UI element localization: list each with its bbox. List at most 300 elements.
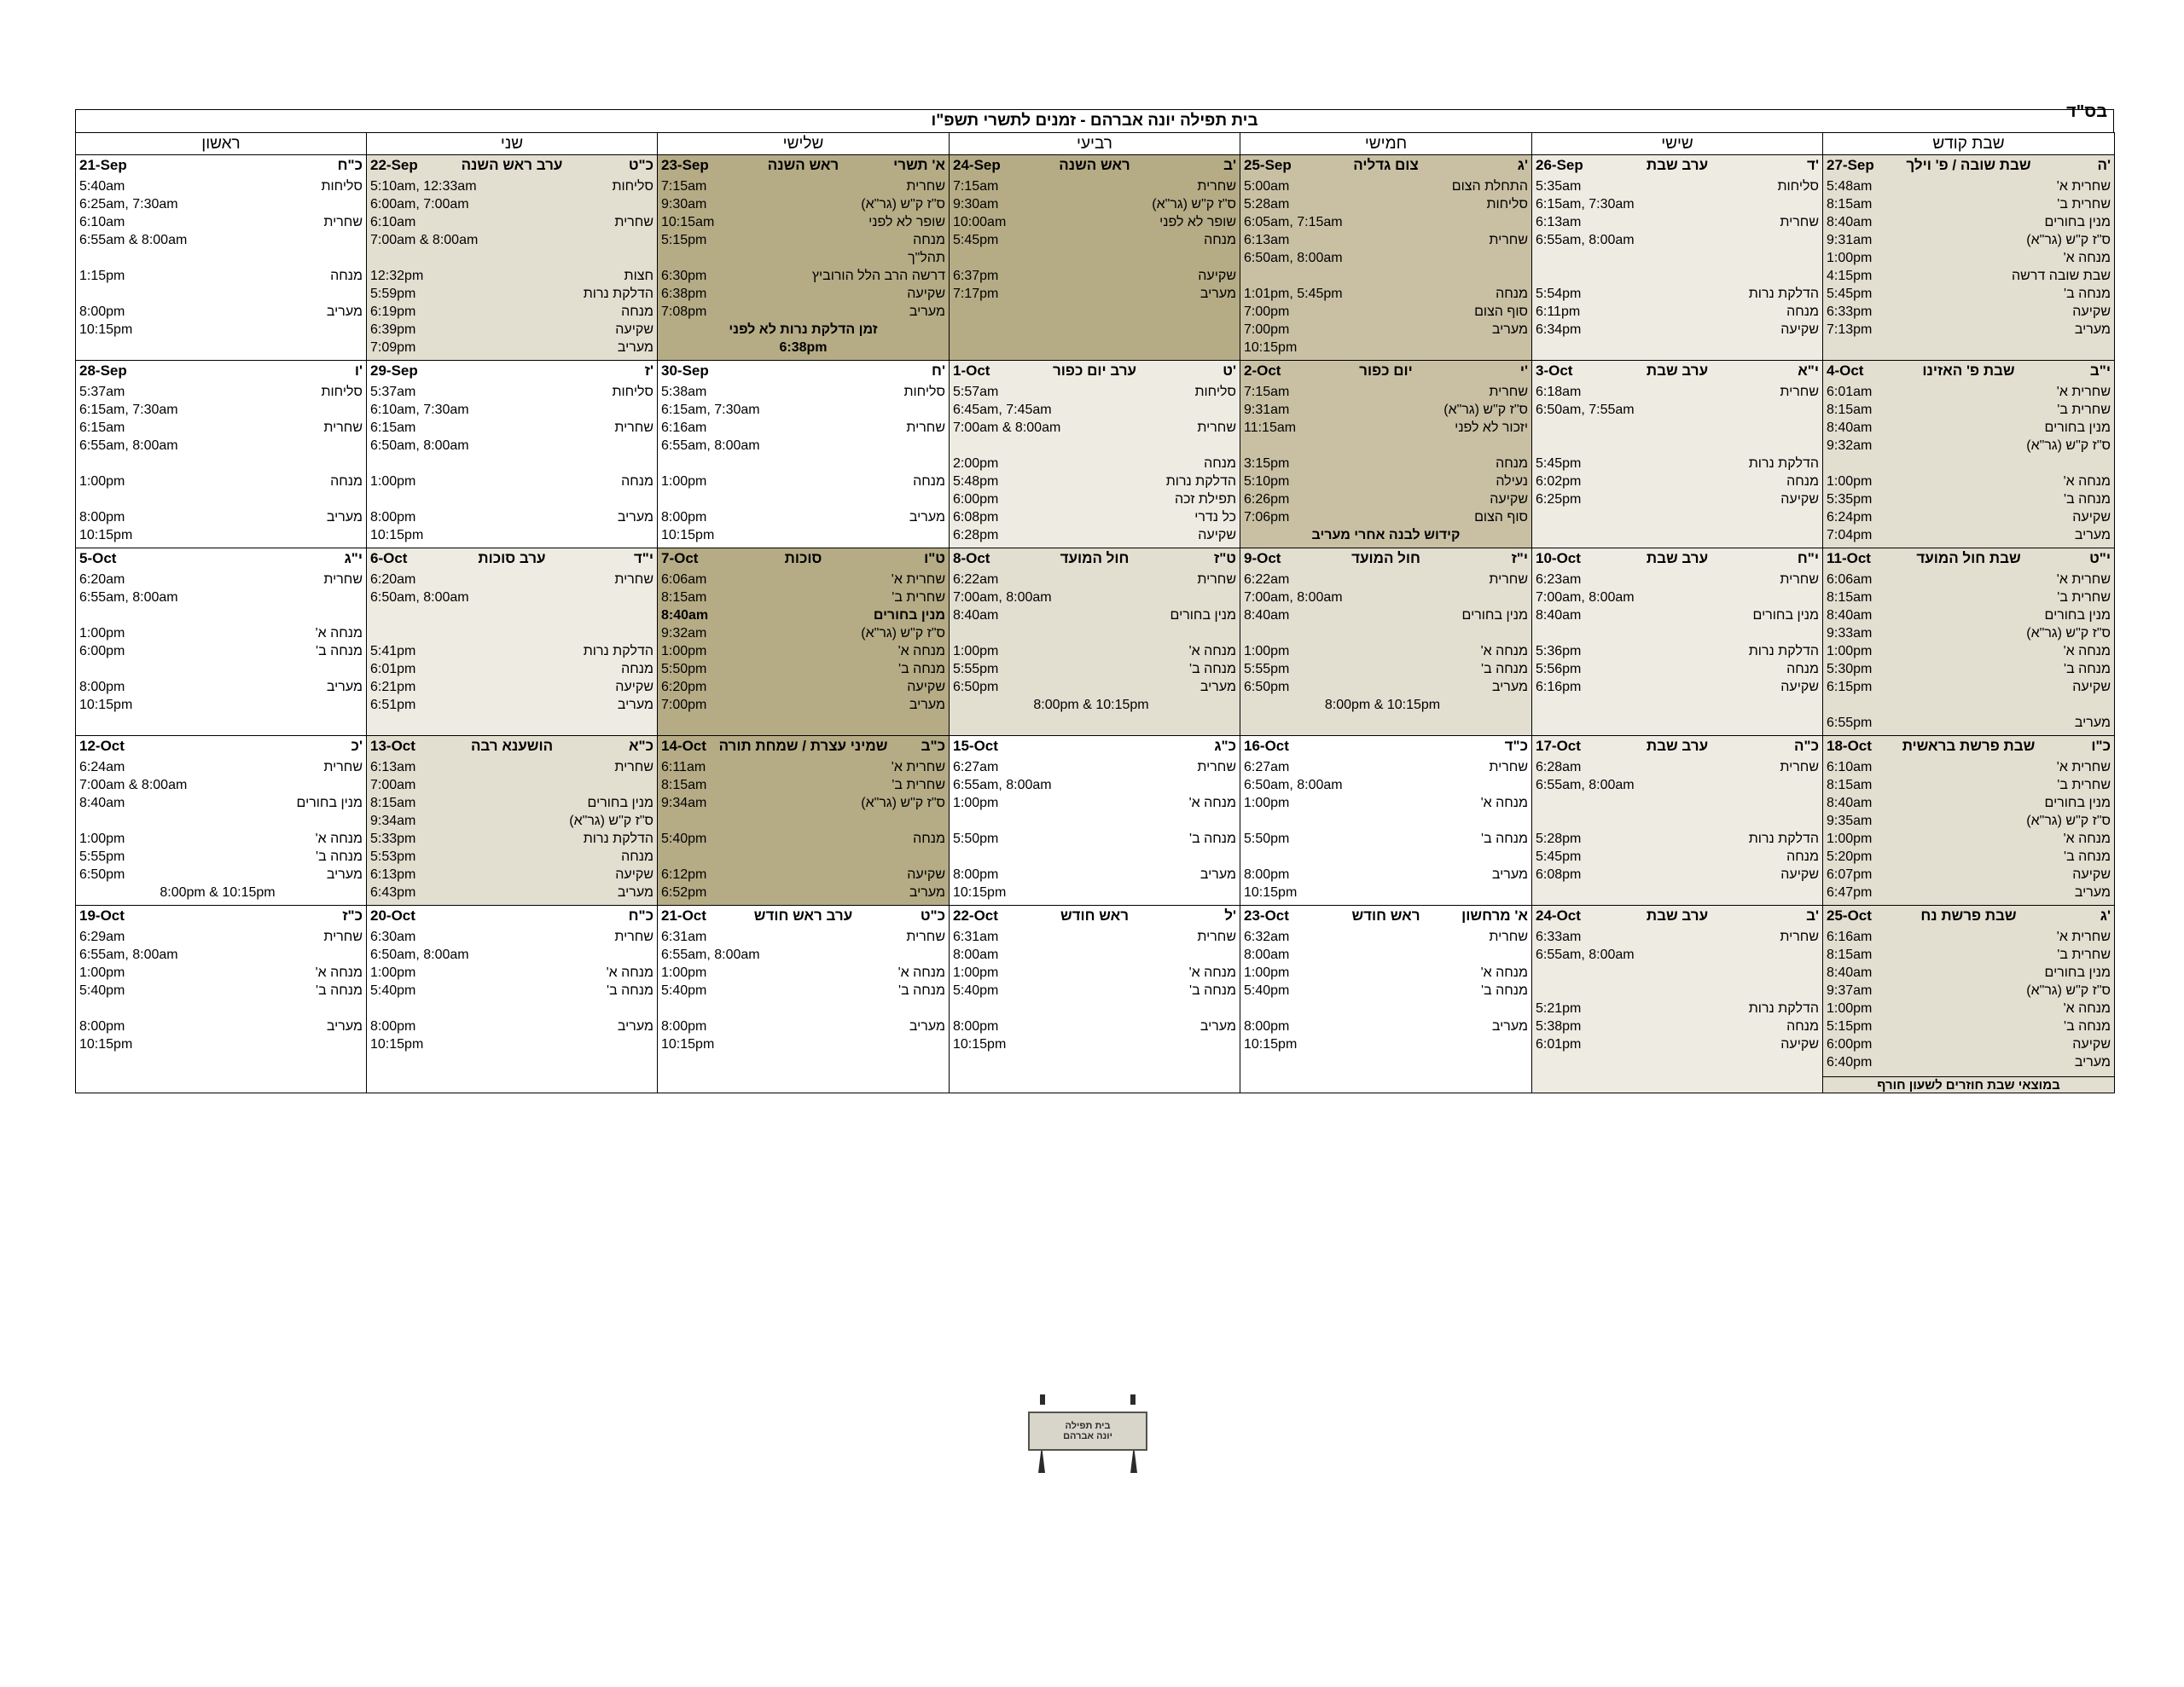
row-spacer (79, 812, 363, 830)
zman-time: 5:53pm (370, 849, 416, 864)
zman-time: 1:00pm (661, 644, 707, 658)
zman-label: שבת שובה דרשה (2012, 269, 2111, 283)
zman-time: 1:00pm (1827, 832, 1873, 846)
zman-row (1536, 571, 1819, 588)
zman-label: הדלקת נרות (1748, 456, 1819, 471)
zman-label: מנחה (913, 474, 945, 489)
zman-label: שחרית ב' (892, 778, 945, 792)
zman-label: שחרית ב' (2057, 197, 2111, 212)
zman-label: שקיעה (1780, 1037, 1819, 1052)
day-gregorian-date: 5-Oct (79, 550, 117, 566)
zman-row (1827, 195, 2111, 213)
zman-label: מנין בחורים (1461, 608, 1528, 623)
day-hebrew-date: כ"ד (1504, 738, 1528, 754)
day-hebrew-date: כ"ח (628, 907, 653, 924)
day-cell[interactable] (76, 906, 367, 1093)
zman-time: 5:50pm (661, 662, 707, 676)
zman-row (1244, 383, 1528, 401)
day-cell[interactable] (1532, 548, 1823, 736)
zman-time: 6:25am, 7:30am (79, 197, 178, 212)
zman-time: 8:40am (1244, 608, 1290, 623)
zman-row (953, 177, 1236, 195)
zman-row (1536, 472, 1819, 490)
logo-board (1028, 1412, 1147, 1451)
zman-label: מנחה (1786, 662, 1819, 676)
day-cell[interactable] (1532, 736, 1823, 906)
zman-row (1827, 231, 2111, 249)
day-title: צום גדליה (1353, 157, 1419, 173)
day-cell[interactable] (367, 361, 658, 548)
zman-time: 5:40pm (661, 983, 707, 998)
row-spacer (953, 249, 1236, 267)
day-gregorian-date: 15-Oct (953, 738, 998, 754)
day-cell[interactable] (950, 736, 1240, 906)
zman-row (661, 624, 945, 642)
zman-label: שקיעה (615, 322, 653, 337)
zman-time: 5:40am (79, 179, 125, 194)
zman-time: 8:00pm (79, 680, 125, 694)
day-cell[interactable] (1240, 155, 1532, 361)
zman-label: הדלקת נרות (583, 287, 653, 301)
day-gregorian-date: 11-Oct (1827, 550, 1871, 566)
zman-row (79, 624, 363, 642)
zman-row (79, 678, 363, 696)
day-gregorian-date: 3-Oct (1536, 362, 1573, 379)
zman-row (370, 437, 653, 455)
zman-row (370, 776, 653, 794)
day-cell[interactable] (1532, 906, 1823, 1093)
zman-label: מנחה א' (315, 832, 363, 846)
row-spacer (370, 1000, 653, 1017)
zman-time: 8:15am (661, 590, 707, 605)
zman-label: סליחות (1777, 179, 1819, 194)
day-cell[interactable] (1823, 155, 2115, 361)
zman-row (953, 866, 1236, 884)
zman-time: 6:01am (1827, 385, 1873, 399)
zman-row (370, 812, 653, 830)
day-gregorian-date: 24-Sep (953, 157, 1001, 173)
zman-time: 3:15pm (1244, 456, 1290, 471)
zman-label: שחרית (1780, 385, 1819, 399)
zman-label: מנחה (1786, 849, 1819, 864)
zman-row (1244, 758, 1528, 776)
zman-time: 5:35pm (1827, 492, 1873, 507)
week-row (76, 736, 2115, 906)
row-spacer (953, 624, 1236, 642)
row-spacer (953, 812, 1236, 830)
zman-row (1536, 383, 1819, 401)
day-cell[interactable] (658, 361, 950, 548)
day-title: סוכות (784, 550, 822, 566)
zman-row (79, 231, 363, 249)
zman-row (1244, 964, 1528, 982)
zman-row (661, 526, 945, 544)
zman-time: 6:21pm (370, 680, 416, 694)
day-cell[interactable] (658, 906, 950, 1093)
zman-label: מנחה (621, 304, 653, 319)
day-of-week-header: ראשון (76, 133, 367, 155)
day-gregorian-date: 10-Oct (1536, 550, 1581, 566)
zman-row (370, 339, 653, 357)
zman-label: שחרית (906, 420, 945, 435)
zman-label: מנחה א' (315, 965, 363, 980)
zman-row (661, 696, 945, 714)
zman-label: מעריב (2074, 322, 2111, 337)
zman-label: מנין בחורים (296, 796, 363, 810)
row-spacer (1536, 812, 1819, 830)
day-cell[interactable] (76, 155, 367, 361)
zman-label: ס"ז ק"ש (גר"א) (861, 626, 945, 641)
zman-label: שקיעה (1780, 680, 1819, 694)
zman-time: 11:15am (1244, 420, 1297, 435)
zman-label: ס"ז ק"ש (גר"א) (2026, 626, 2111, 641)
day-hebrew-date: ה' (2097, 157, 2111, 173)
zman-label: מנחה ב' (2064, 287, 2111, 301)
zman-time: 6:51pm (370, 698, 416, 712)
day-title: ערב שבת (1646, 738, 1709, 754)
day-cell[interactable] (367, 906, 658, 1093)
zman-time: 8:40am (1827, 796, 1873, 810)
zman-time: 6:16am (661, 420, 707, 435)
zman-row (1827, 884, 2111, 901)
zman-label: מנחה ב' (1189, 983, 1236, 998)
zman-label: שקיעה (907, 680, 945, 694)
zman-label: מנחה א' (2063, 832, 2111, 846)
zman-time: 6:50am, 8:00am (1244, 251, 1343, 265)
zman-time: 6:45am, 7:45am (953, 403, 1052, 417)
zman-label: שקיעה (907, 287, 945, 301)
zman-row (661, 946, 945, 964)
day-gregorian-date: 28-Sep (79, 362, 127, 379)
zman-time: 6:00pm (953, 492, 999, 507)
zman-row (953, 794, 1236, 812)
zman-row (953, 571, 1236, 588)
zman-time: 6:55am, 8:00am (79, 590, 178, 605)
zman-row (1536, 321, 1819, 339)
zman-time: 5:38am (661, 385, 707, 399)
day-title: ערב שבת (1646, 907, 1709, 924)
zman-label: הדלקת נרות (583, 644, 653, 658)
zman-time: 2:00pm (953, 456, 999, 471)
zman-time: 8:00pm (1244, 867, 1290, 882)
day-cell[interactable] (1823, 906, 2115, 1093)
zman-row (661, 794, 945, 812)
day-cell[interactable] (367, 155, 658, 361)
zman-time: 8:40am (1827, 420, 1873, 435)
zman-row (1244, 830, 1528, 848)
zman-row (1536, 195, 1819, 213)
zman-time: 6:50am, 7:55am (1536, 403, 1635, 417)
zman-time: 1:00pm (1244, 796, 1290, 810)
zman-time: 5:28pm (1536, 832, 1582, 846)
day-cell[interactable] (1532, 361, 1823, 548)
row-spacer (79, 455, 363, 472)
row-spacer (1536, 419, 1819, 437)
zman-row (1244, 571, 1528, 588)
row-spacer (1244, 624, 1528, 642)
zman-time: 12:32pm (370, 269, 424, 283)
zman-label: מנחה (621, 474, 653, 489)
row-spacer (79, 1000, 363, 1017)
zman-row (1827, 321, 2111, 339)
day-title: שבת פ' האזינו (1922, 362, 2015, 379)
zman-label: שחרית (614, 572, 653, 587)
zman-row (1827, 472, 2111, 490)
zman-row (1827, 830, 2111, 848)
day-cell[interactable] (76, 736, 367, 906)
day-cell[interactable] (950, 548, 1240, 736)
zman-label: שחרית (323, 760, 363, 774)
zman-label: שקיעה (2072, 1037, 2111, 1052)
row-spacer (1536, 437, 1819, 455)
day-hebrew-date: ט"ו (924, 550, 945, 566)
zman-time: 9:34am (661, 796, 707, 810)
zman-row (661, 303, 945, 321)
zman-row (953, 419, 1236, 437)
zman-row (1536, 928, 1819, 946)
zman-row (953, 830, 1236, 848)
zman-row (1244, 508, 1528, 526)
zman-time: 7:00am & 8:00am (953, 420, 1061, 435)
row-spacer (79, 606, 363, 624)
zman-label: מנין בחורים (2044, 420, 2111, 435)
day-title: ערב שבת (1646, 157, 1709, 173)
zman-row (370, 660, 653, 678)
logo-line1: בית תפילה (1065, 1421, 1111, 1431)
zman-label: שחרית א' (2056, 385, 2111, 399)
zman-row (1244, 303, 1528, 321)
zman-row (953, 526, 1236, 544)
zman-time: 7:00am & 8:00am (370, 233, 479, 247)
zman-row (661, 249, 945, 267)
zman-label: שחרית (1489, 233, 1528, 247)
zman-label: שחרית א' (891, 572, 945, 587)
zman-label: מנחה (330, 269, 363, 283)
day-cell[interactable] (950, 361, 1240, 548)
zman-row (1827, 982, 2111, 1000)
zman-time: 5:41pm (370, 644, 416, 658)
zman-label: כל נדרי (1194, 510, 1236, 525)
day-cell[interactable] (367, 736, 658, 906)
day-of-week-header: שישי (1532, 133, 1823, 155)
zman-row (953, 696, 1236, 714)
day-title: ראש השנה (767, 157, 839, 173)
zman-row (953, 213, 1236, 231)
zman-time: 8:40am (79, 796, 125, 810)
zman-label: שחרית ב' (2057, 590, 2111, 605)
zman-row (1827, 401, 2111, 419)
day-cell[interactable] (76, 548, 367, 736)
zman-label: מנחה ב' (316, 983, 363, 998)
zman-label: מנחה ב' (316, 644, 363, 658)
zman-row (370, 964, 653, 982)
day-cell[interactable] (950, 906, 1240, 1093)
zman-time: 5:10pm (1244, 474, 1290, 489)
zman-time: 6:08pm (953, 510, 999, 525)
day-cell[interactable] (658, 548, 950, 736)
zman-row (370, 571, 653, 588)
zman-row (79, 696, 363, 714)
zman-time: 6:29am (79, 930, 125, 944)
day-hebrew-date: כ"ו (2091, 738, 2111, 754)
zman-time: 10:15pm (1244, 340, 1298, 355)
zman-row (1827, 606, 2111, 624)
zman-row (1536, 830, 1819, 848)
zman-time: 6:38pm (661, 287, 707, 301)
zman-label: ס"ז ק"ש (גר"א) (2026, 233, 2111, 247)
zman-time: 8:40am (661, 608, 709, 623)
day-cell[interactable] (658, 736, 950, 906)
zman-row (1827, 526, 2111, 544)
day-cell[interactable] (1240, 736, 1532, 906)
zman-label: סליחות (612, 179, 653, 194)
zman-row (953, 776, 1236, 794)
zman-time: 6:55am, 8:00am (661, 948, 760, 962)
zman-row (1536, 848, 1819, 866)
zman-label: סוף הצום (1474, 304, 1528, 319)
day-gregorian-date: 21-Sep (79, 157, 127, 173)
zman-time: 5:37am (370, 385, 416, 399)
zman-label: מעריב (617, 510, 653, 525)
zman-row (661, 1035, 945, 1053)
zman-time: 6:10am, 7:30am (370, 403, 469, 417)
zman-time: 5:59pm (370, 287, 416, 301)
zman-time: 5:20pm (1827, 849, 1873, 864)
zman-row (370, 285, 653, 303)
zman-time: 8:00pm (661, 1019, 707, 1034)
zman-time: 5:33pm (370, 832, 416, 846)
day-cell[interactable] (1240, 548, 1532, 736)
zman-time: 1:00pm (1244, 965, 1290, 980)
zman-label: שחרית ב' (2057, 778, 2111, 792)
zman-time: 10:00am (953, 215, 1007, 229)
day-cell[interactable] (1240, 361, 1532, 548)
zman-time: 7:00am, 8:00am (953, 590, 1052, 605)
zman-label: שקיעה (615, 867, 653, 882)
day-cell[interactable] (367, 548, 658, 736)
day-of-week-header: שני (367, 133, 658, 155)
zman-row (1827, 437, 2111, 455)
day-gregorian-date: 23-Oct (1244, 907, 1289, 924)
day-title: שמיני עצרת / שמחת תורה (718, 738, 888, 754)
day-gregorian-date: 24-Oct (1536, 907, 1581, 924)
zman-row (953, 1017, 1236, 1035)
row-spacer (370, 490, 653, 508)
day-cell[interactable] (1532, 155, 1823, 361)
zman-row (79, 884, 363, 901)
zman-label: שחרית (1780, 760, 1819, 774)
zman-time: 5:40pm (79, 983, 125, 998)
zman-time: 6:06am (1827, 572, 1873, 587)
zman-time: 6:55am & 8:00am (79, 233, 188, 247)
zman-row (79, 928, 363, 946)
zman-label: מעריב (326, 510, 363, 525)
zman-label: שופר לא לפני (868, 215, 945, 229)
zman-row (1244, 866, 1528, 884)
zman-time: 8:00pm & 10:15pm (1324, 698, 1441, 712)
zman-row (661, 177, 945, 195)
zman-row (953, 758, 1236, 776)
zman-row (1244, 1017, 1528, 1035)
zman-time: 6:43pm (370, 885, 416, 900)
zman-row (370, 830, 653, 848)
day-cell[interactable] (658, 155, 950, 361)
day-hebrew-date: ו' (354, 362, 363, 379)
zman-row (370, 642, 653, 660)
zman-time: 9:33am (1827, 626, 1873, 641)
zman-row (953, 508, 1236, 526)
day-gregorian-date: 12-Oct (79, 738, 125, 754)
zman-time: 8:40am (1827, 965, 1873, 980)
day-title: הושענא רבה (470, 738, 554, 754)
zman-time: 7:06pm (1244, 510, 1290, 525)
zman-label: שחרית א' (2056, 572, 2111, 587)
zman-time: 6:39pm (370, 322, 416, 337)
zman-label: שחרית (1489, 385, 1528, 399)
day-title: חול המועד (1351, 550, 1420, 566)
day-gregorian-date: 7-Oct (661, 550, 699, 566)
day-gregorian-date: 16-Oct (1244, 738, 1289, 754)
zman-time: 8:00pm (79, 304, 125, 319)
zman-time: 6:50am, 8:00am (370, 590, 469, 605)
zman-row (370, 1017, 653, 1035)
zman-time: 7:08pm (661, 304, 707, 319)
zman-row (661, 472, 945, 490)
zman-label: חצות (624, 269, 653, 283)
zman-time: 5:28am (1244, 197, 1290, 212)
zman-row (661, 830, 945, 848)
zman-row (1827, 866, 2111, 884)
zman-row (953, 884, 1236, 901)
day-title: שבת פרשת בראשית (1902, 738, 2036, 754)
zman-time: 6:15am, 7:30am (79, 403, 178, 417)
zman-label: תפילת זכה (1174, 492, 1236, 507)
day-hebrew-date: י"ד (633, 550, 653, 566)
zman-label: מנחה ב' (2064, 1019, 2111, 1034)
zman-time: 10:15pm (953, 885, 1007, 900)
zman-time: 8:00pm (79, 510, 125, 525)
zman-label: שחרית (323, 930, 363, 944)
zman-row (79, 866, 363, 884)
day-cell[interactable] (1240, 906, 1532, 1093)
zman-time: 1:00pm (953, 796, 999, 810)
day-cell[interactable] (76, 361, 367, 548)
row-spacer (1536, 249, 1819, 267)
zman-label: שחרית (1489, 760, 1528, 774)
zman-time: 6:13am (1536, 215, 1582, 229)
zman-row (661, 884, 945, 901)
zman-row (1827, 1000, 2111, 1017)
zman-time: 7:15am (661, 179, 707, 194)
zman-row (661, 383, 945, 401)
zman-row (661, 285, 945, 303)
day-cell[interactable] (950, 155, 1240, 361)
day-hebrew-date: א' מרחשון (1461, 907, 1528, 924)
zman-label: מנחה (1496, 456, 1528, 471)
zman-label: שקיעה (2072, 304, 2111, 319)
day-cell[interactable] (1823, 548, 2115, 736)
zman-row (1827, 508, 2111, 526)
zman-label: מנחה א' (2063, 1001, 2111, 1016)
day-gregorian-date: 21-Oct (661, 907, 706, 924)
day-cell[interactable] (1823, 736, 2115, 906)
day-title: ראש חודש (1060, 907, 1130, 924)
zman-row (79, 946, 363, 964)
zman-label: מנחה א' (897, 965, 945, 980)
zman-row (79, 472, 363, 490)
zman-time: 6:26pm (1244, 492, 1290, 507)
day-cell[interactable] (1823, 361, 2115, 548)
